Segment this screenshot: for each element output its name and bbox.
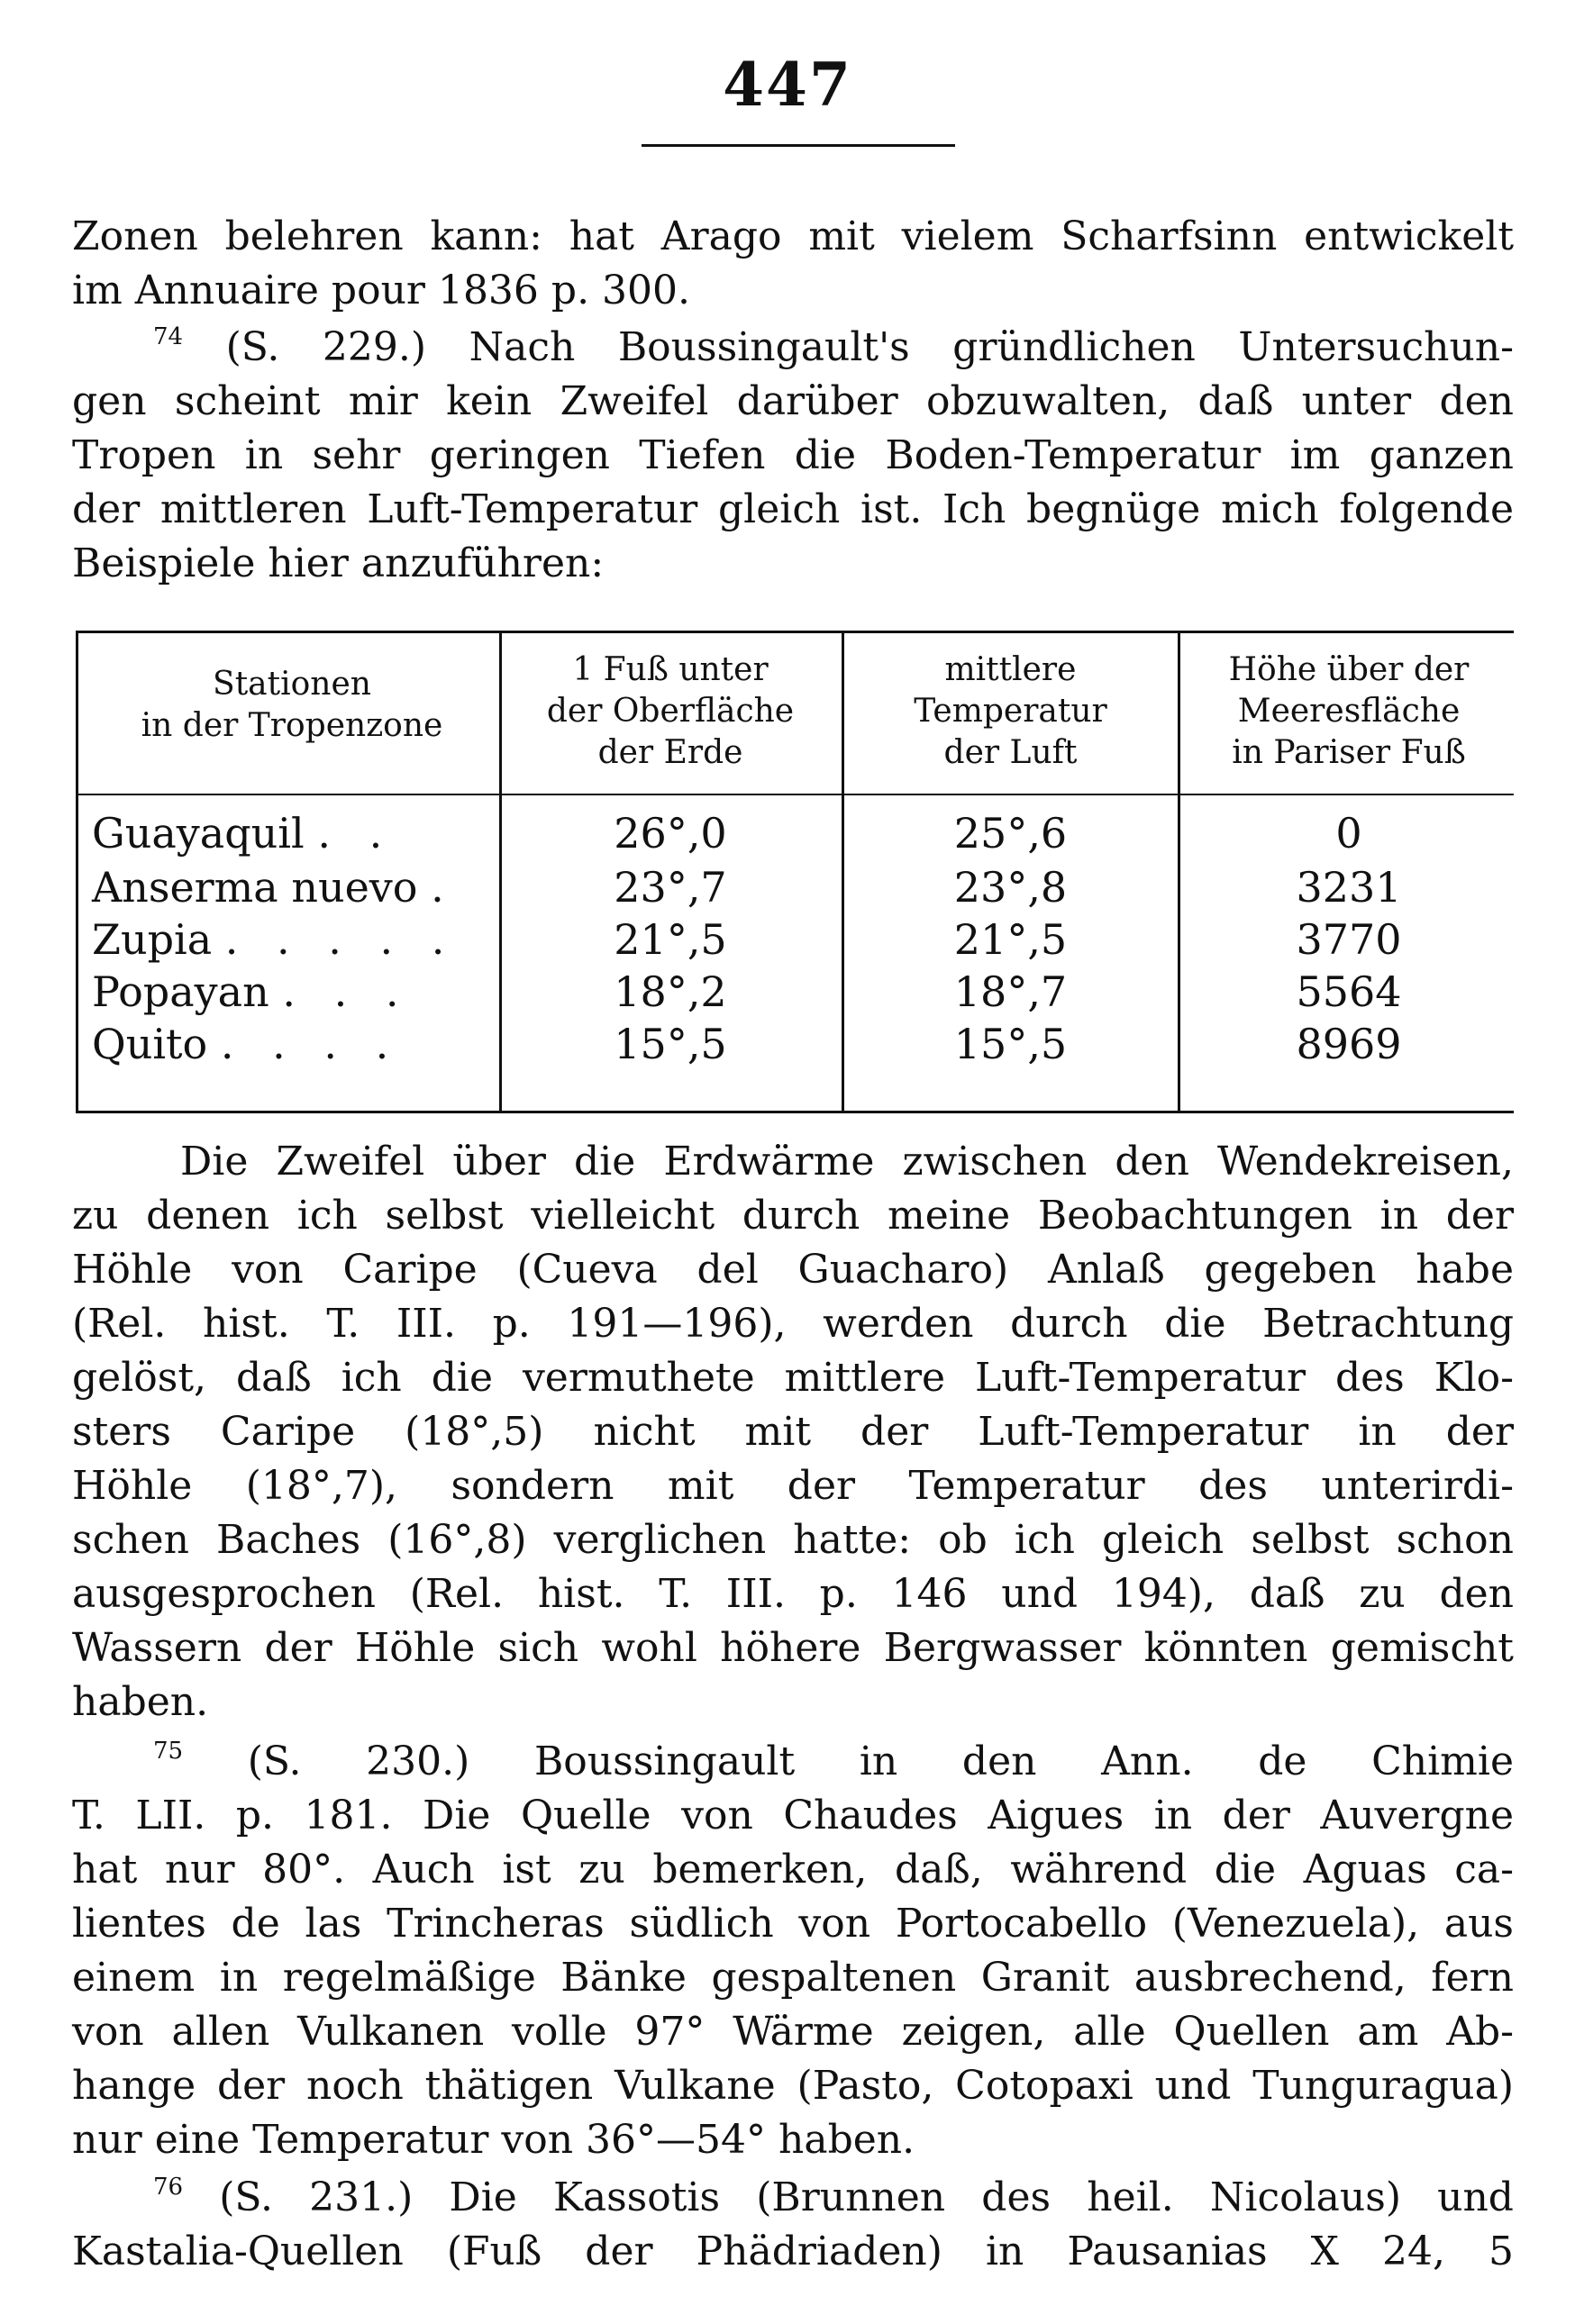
text-line: lientes de las Trincheras südlich von Portocabello (Venezuela), aus: [72, 1901, 1514, 1947]
text-line: im Annuaire pour 1836 p. 300.: [72, 268, 691, 313]
footnote-74-first-line: [153, 322, 1514, 373]
text-line: T. LII. p. 181. Die Quelle von Chaudes Aigues in der Auvergne: [72, 1793, 1514, 1838]
table-cell-air: 18°,7: [953, 967, 1068, 1016]
footnote-marker: 74: [153, 323, 184, 350]
table-cell-soil: 26°,0: [614, 809, 727, 858]
text-line: haben.: [72, 1679, 209, 1725]
text-line: gen scheint mir kein Zweifel darüber obzuwalten, daß unter den: [72, 378, 1514, 424]
table-row-station: Quito . . . .: [92, 1020, 402, 1068]
table-row-station: Zupia . . . . .: [92, 915, 458, 964]
table-row-station: Anserma nuevo .: [92, 863, 457, 912]
header-separator: [76, 794, 1514, 795]
table-cell-height: 8969: [1296, 1020, 1402, 1068]
text-line: (S. 231.) Die Kassotis (Brunnen des heil. Nicolaus) und: [219, 2174, 1514, 2220]
text-line: (S. 230.) Boussingault in den Ann. de Chimie: [247, 1738, 1514, 1784]
text-line: von allen Vulkanen volle 97° Wärme zeigen, alle Quellen am Ab-: [72, 2009, 1514, 2055]
table-row-station: Guayaquil . .: [92, 809, 396, 858]
text-line: sters Caripe (18°,5) nicht mit der Luft-Temperatur in der: [72, 1409, 1514, 1455]
header-rule: [642, 144, 955, 147]
table-row-station: Popayan . . .: [92, 967, 412, 1016]
table-border: [76, 633, 78, 1111]
text-line: Die Zweifel über die Erdwärme zwischen den Wendekreisen,: [180, 1139, 1514, 1185]
header-soil-temperature: 1 Fuß unter der Oberfläche der Erde: [546, 651, 795, 771]
temperature-table: [76, 631, 1514, 1113]
table-cell-height: 5564: [1296, 967, 1402, 1016]
header-air-temperature: mittlere Temperatur der Luft: [914, 651, 1107, 771]
text-line: nur eine Temperatur von 36°—54° haben.: [72, 2117, 915, 2163]
table-cell-height: 3770: [1296, 915, 1402, 964]
table-cell-air: 23°,8: [953, 863, 1068, 912]
footnote-76-first-line: [153, 2173, 1514, 2223]
text-line: schen Baches (16°,8) verglichen hatte: ob ich gleich selbst schon: [72, 1517, 1514, 1563]
column-divider: [499, 633, 502, 1111]
text-line: Beispiele hier anzuführen:: [72, 540, 605, 586]
text-line: hat nur 80°. Auch ist zu bemerken, daß, während die Aguas ca-: [72, 1847, 1514, 1893]
text-line: Tropen in sehr geringen Tiefen die Boden-Temperatur im ganzen: [72, 432, 1514, 478]
text-line: Höhle von Caripe (Cueva del Guacharo) Anlaß gegeben habe: [72, 1247, 1514, 1293]
column-divider: [842, 633, 844, 1111]
footnote-marker: 76: [153, 2174, 184, 2201]
text-line: Wassern der Höhle sich wohl höhere Bergwasser könnten gemischt: [72, 1625, 1514, 1671]
footnote-marker: 75: [153, 1738, 184, 1765]
table-cell-height: 0: [1335, 809, 1362, 858]
table-cell-soil: 23°,7: [614, 863, 727, 912]
table-cell-air: 21°,5: [953, 915, 1068, 964]
table-cell-soil: 15°,5: [614, 1020, 727, 1068]
text-line: Kastalia-Quellen (Fuß der Phädriaden) in Pausanias X 24, 5: [72, 2229, 1514, 2274]
table-cell-soil: 21°,5: [614, 915, 727, 964]
text-line: (S. 229.) Nach Boussingault's gründlichen Untersuchun-: [225, 324, 1514, 370]
text-line: der mittleren Luft-Temperatur gleich ist. Ich begnüge mich folgende: [72, 486, 1514, 532]
page-number: 447: [723, 50, 852, 120]
table-cell-air: 15°,5: [953, 1020, 1068, 1068]
text-line: (Rel. hist. T. III. p. 191—196), werden durch die Betrachtung: [72, 1301, 1514, 1347]
table-cell-air: 25°,6: [953, 809, 1068, 858]
text-line: gelöst, daß ich die vermuthete mittlere Luft-Temperatur des Klo-: [72, 1355, 1514, 1401]
table-cell-height: 3231: [1296, 863, 1402, 912]
column-divider: [1178, 633, 1180, 1111]
table-cell-soil: 18°,2: [614, 967, 727, 1016]
text-line: hange der noch thätigen Vulkane (Pasto, Cotopaxi und Tunguragua): [72, 2063, 1514, 2109]
text-line: zu denen ich selbst vielleicht durch meine Beobachtungen in der: [72, 1193, 1514, 1239]
text-line: ausgesprochen (Rel. hist. T. III. p. 146 und 194), daß zu den: [72, 1571, 1514, 1617]
text-line: Zonen belehren kann: hat Arago mit vielem Scharfsinn entwickelt: [72, 213, 1514, 259]
footnote-75-first-line: [153, 1737, 1514, 1787]
text-line: Höhle (18°,7), sondern mit der Temperatur des unterirdi-: [72, 1463, 1514, 1509]
text-line: einem in regelmäßige Bänke gespaltenen Granit ausbrechend, fern: [72, 1955, 1514, 2001]
header-stations: Stationen in der Tropenzone: [141, 666, 443, 744]
header-height: Höhe über der Meeresfläche in Pariser Fuß: [1228, 651, 1470, 771]
